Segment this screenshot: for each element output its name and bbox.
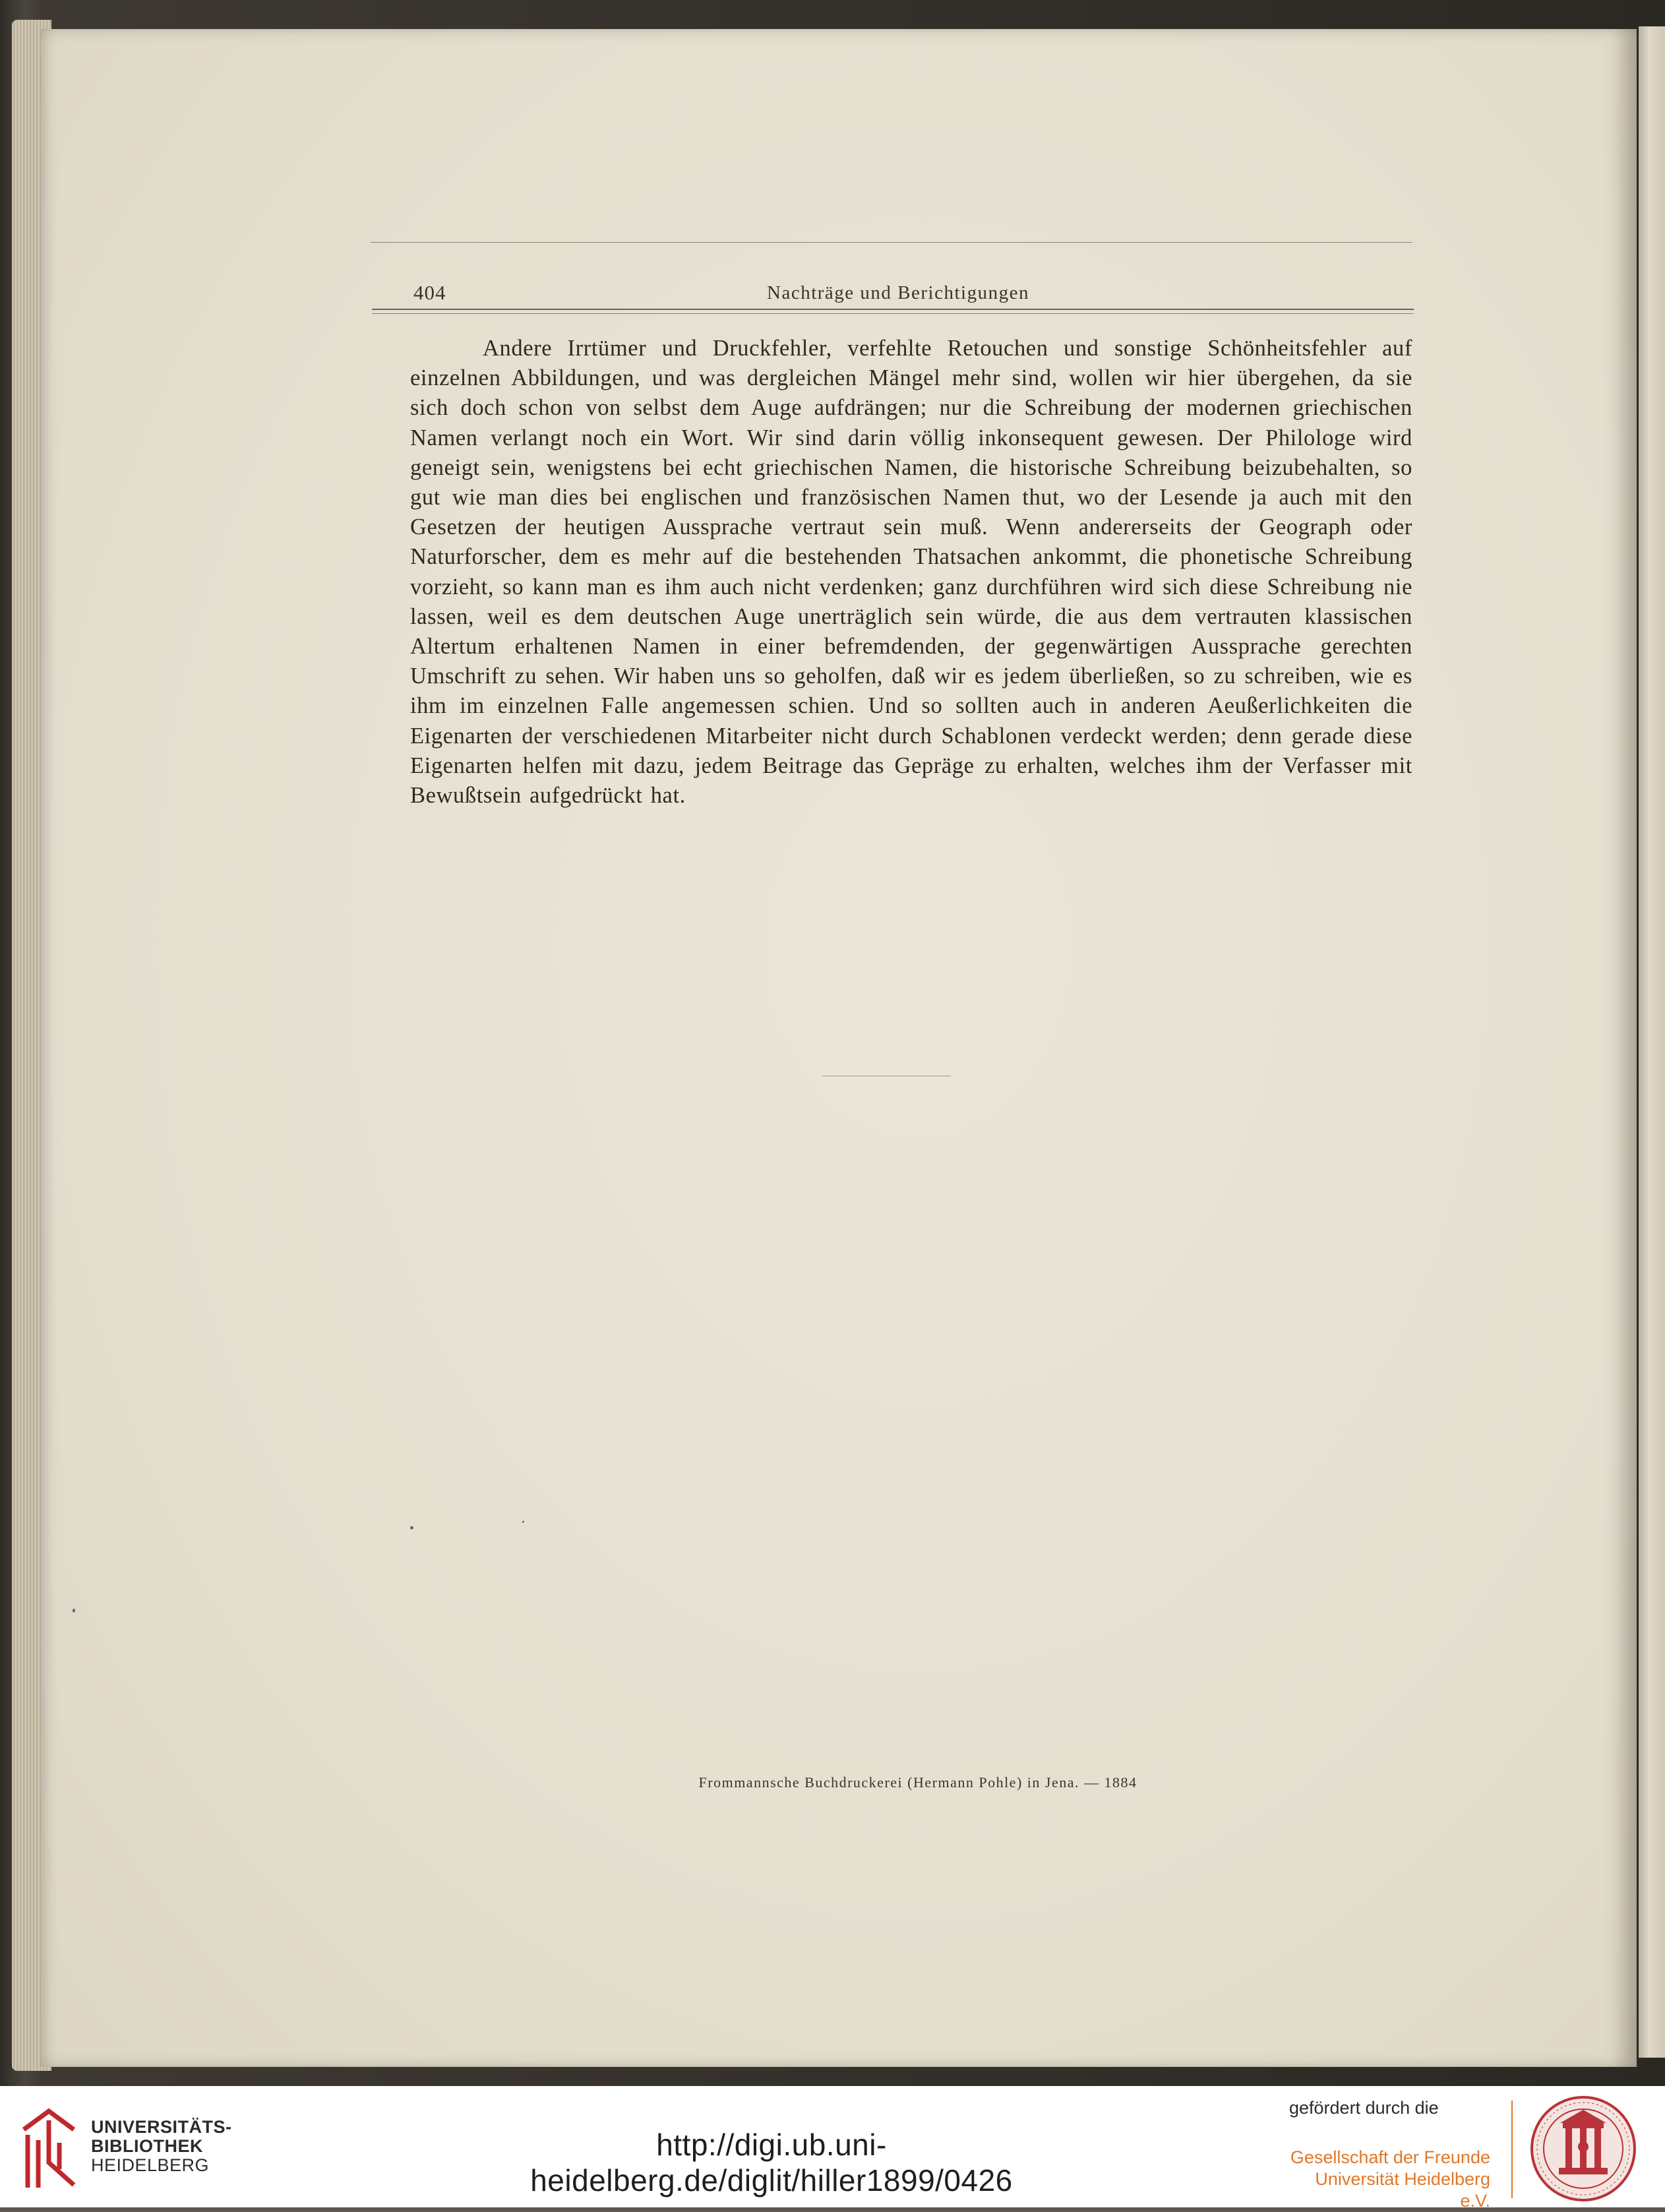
page-fore-edge [1639,26,1665,2058]
sponsor-intro: gefördert durch die [1289,2098,1439,2118]
sponsor-divider [1511,2101,1513,2198]
sponsor-name [1289,2147,1490,2212]
footer-bar [0,2086,1665,2211]
sponsor-name-line2: Universität Heidelberg e.V. [1315,2169,1490,2211]
printer-imprint: Frommannsche Buchdruckerei (Hermann Pohle) in Jena. — 1884 [698,1774,1137,1791]
page-number: 404 [413,281,446,304]
permalink-url[interactable]: http://digi.ub.uni-heidelberg.de/diglit/hiller1899/0426 [530,2128,1013,2197]
head-rule-lower [372,313,1414,314]
ub-heidelberg-logo-icon [17,2103,78,2196]
library-name [91,2118,232,2175]
library-name-line2: BIBLIOTHEK [91,2136,203,2156]
paragraph: Andere Irrtümer und Druckfehler, verfehlte Retouchen und sonstige Schönheitsfehler auf einzelnen Abbildungen, und was dergleichen Mängel mehr sind, wollen wir hier übergehen, da sie sich doch schon von selbst dem Auge aufdrängen; nur die Schreibung der modernen griechischen Namen verlangt noch ein Wort. Wir sind darin völlig inkonsequent gewesen. Der Philologe wird geneigt sein, wenigstens bei echt griechischen Namen, die historische Schreibung beizubehalten, so gut wie man dies bei englischen und französischen Namen thut, wo der Lesende ja auch mit den Gesetzen der heutigen Aussprache vertraut sein muß. Wenn andererseits der Geograph oder Naturforscher, dem es mehr auf die bestehenden Thatsachen ankommt, die phonetische Schreibung vorzieht, so kann man es ihm auch nicht verdenken; ganz durchführen wird sich diese Schreibung nie lassen, weil es dem deutschen Auge unerträglich sein würde, die aus dem vertrauten klassischen Altertum erhaltenen Namen in einer befremdenden, der gegenwärtigen Aussprache gerechten Umschrift zu sehen. Wir haben uns so geholfen, daß wir es jedem überließen, so zu schreiben, wie es ihm im einzelnen Falle angemessen schien. Und so sollten auch in anderen Aeußerlichkeiten die Eigenarten der verschiedenen Mitarbeiter nicht durch Schablonen verdeckt werden; denn gerade diese Eigenarten helfen mit dazu, jedem Beitrage das Gepräge zu erhalten, welches ihm der Verfasser mit Bewußtsein aufgedrückt hat. [410,336,1412,809]
running-head: Nachträge und Berichtigungen [767,282,1029,303]
library-name-line3: HEIDELBERG [91,2155,210,2175]
head-rule-upper [372,309,1414,310]
top-rule [371,242,1412,243]
sponsor-name-line1: Gesellschaft der Freunde [1290,2147,1490,2167]
paper-speck [73,1609,75,1613]
paper-speck [410,1526,413,1529]
library-name-line1: UNIVERSITÄTS- [91,2117,232,2137]
book-page [41,29,1637,2067]
paper-speck [522,1521,524,1523]
university-seal-icon [1530,2095,1637,2202]
body-text [410,334,1412,811]
